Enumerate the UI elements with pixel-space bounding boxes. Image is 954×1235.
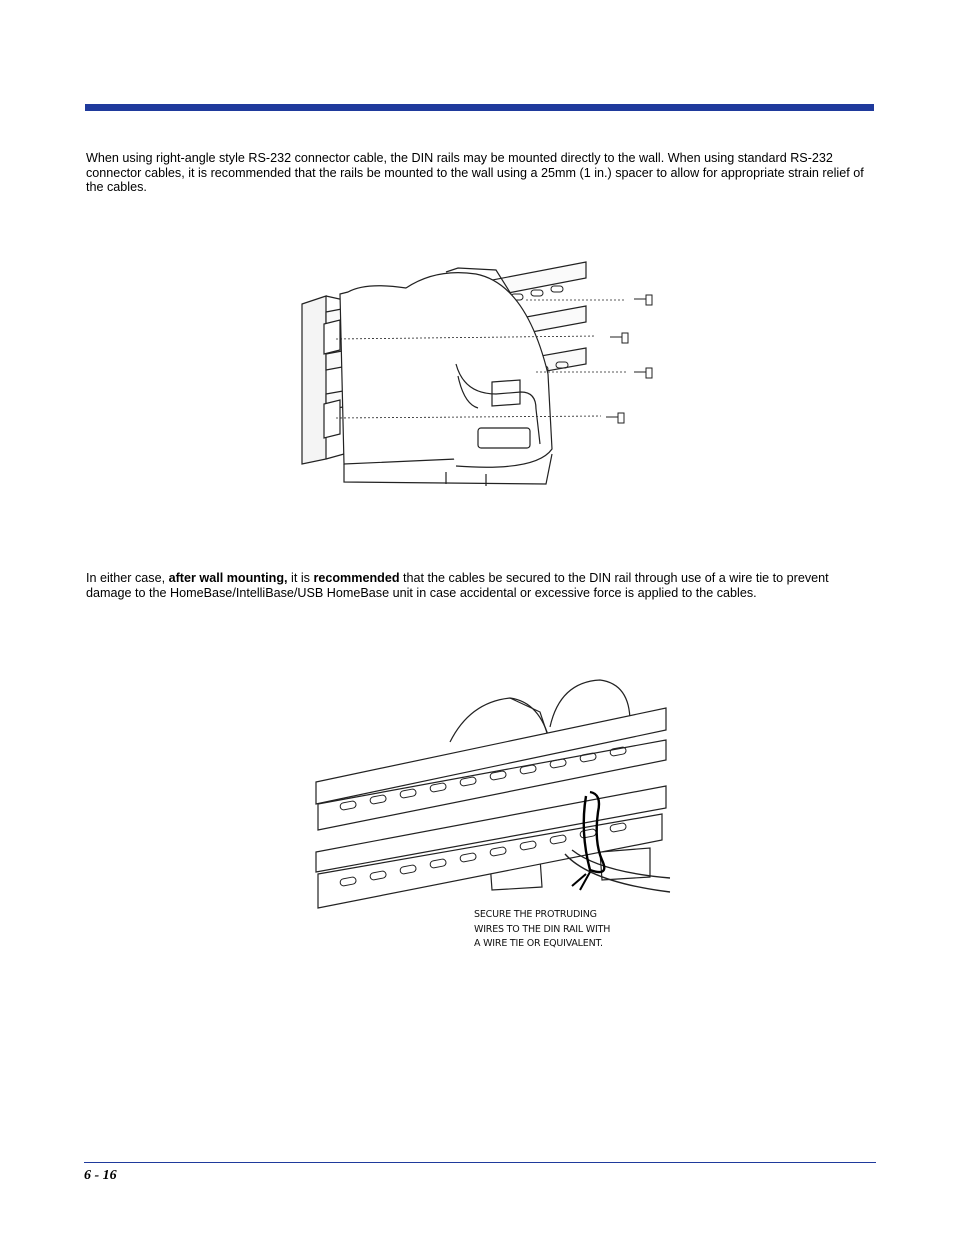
cradle-din-rail-figure [296, 254, 666, 504]
paragraph-din-mounting: When using right-angle style RS-232 connector cable, the DIN rails may be mounted directly to the wall. When using standard RS-232 connector cables, it is recommended that the rails be mounted to the wall using a 25mm (1 in.) spacer to allow for appropriate strain relief of the cables. [86, 151, 864, 194]
page-number: 6 - 16 [84, 1168, 117, 1183]
wire-tie-figure [310, 672, 675, 962]
caption-line-3: A WIRE TIE OR EQUIVALENT. [474, 938, 603, 949]
p2-bold-1: after wall mounting, [168, 571, 288, 585]
p2-bold-2: recommended [313, 571, 400, 585]
caption-line-2: WIRES TO THE DIN RAIL WITH [474, 923, 611, 935]
caption-line-1: SECURE THE PROTRUDING [474, 909, 597, 920]
p2-text-1: In either case, [86, 571, 169, 585]
paragraph-wire-tie [86, 571, 876, 600]
footer-rule [84, 1162, 876, 1163]
p2-text-3: that the cables be secured to the DIN rail through use of a wire tie to prevent damage to the HomeBase/IntelliBase/USB HomeBase unit in case accidental or excessive force is applied to the cables. [86, 571, 829, 600]
wire-tie-caption [474, 908, 610, 952]
p2-text-2: it is [287, 571, 314, 585]
header-rule [85, 104, 874, 111]
